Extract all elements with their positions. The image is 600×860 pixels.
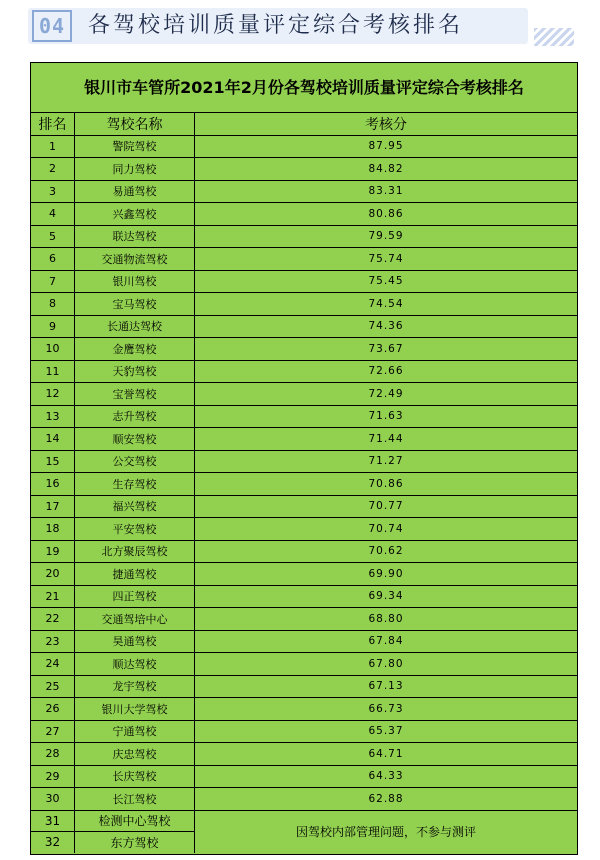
table-row bbox=[31, 743, 577, 766]
rank-cell: 32 bbox=[31, 832, 75, 853]
column-header-rank: 排名 bbox=[31, 113, 75, 135]
school-name-cell: 志升驾校 bbox=[75, 406, 195, 428]
school-name-cell: 顺达驾校 bbox=[75, 653, 195, 675]
table-row bbox=[31, 832, 195, 853]
school-name-cell: 平安驾校 bbox=[75, 518, 195, 540]
school-name-cell: 交通驾培中心 bbox=[75, 608, 195, 630]
table-title: 银川市车管所2021年2月份各驾校培训质量评定综合考核排名 bbox=[31, 63, 577, 113]
table-row bbox=[31, 248, 577, 271]
school-name-cell: 兴鑫驾校 bbox=[75, 203, 195, 225]
table-header-row bbox=[31, 113, 577, 136]
score-cell: 66.73 bbox=[368, 702, 404, 715]
score-cell: 84.82 bbox=[368, 162, 404, 175]
section-title: 各驾校培训质量评定综合考核排名 bbox=[88, 13, 464, 38]
score-cell: 74.36 bbox=[368, 320, 404, 333]
school-name-cell: 宁通驾校 bbox=[75, 721, 195, 743]
school-name-cell: 交通物流驾校 bbox=[75, 248, 195, 270]
table-row bbox=[31, 226, 577, 249]
section-number-badge: 04 bbox=[32, 10, 72, 42]
decorative-stripes bbox=[534, 28, 574, 46]
school-name-cell: 昊通驾校 bbox=[75, 631, 195, 653]
school-name-cell: 天豹驾校 bbox=[75, 361, 195, 383]
school-name-cell: 长通达驾校 bbox=[75, 316, 195, 338]
table-row bbox=[31, 361, 577, 384]
school-name-cell: 四正驾校 bbox=[75, 586, 195, 608]
score-cell: 79.59 bbox=[368, 230, 404, 243]
rank-cell: 28 bbox=[31, 743, 75, 765]
rank-cell: 24 bbox=[31, 653, 75, 675]
rank-cell: 17 bbox=[31, 496, 75, 518]
score-cell: 64.71 bbox=[368, 747, 404, 760]
score-cell: 73.67 bbox=[368, 342, 404, 355]
rank-cell: 6 bbox=[31, 248, 75, 270]
score-cell: 80.86 bbox=[368, 207, 404, 220]
rank-cell: 1 bbox=[31, 136, 75, 158]
table-row bbox=[31, 608, 577, 631]
rank-cell: 21 bbox=[31, 586, 75, 608]
score-cell: 67.84 bbox=[368, 635, 404, 648]
score-cell: 71.63 bbox=[368, 410, 404, 423]
excluded-note: 因驾校内部管理问题，不参与测评 bbox=[295, 825, 476, 839]
table-row bbox=[31, 676, 577, 699]
column-header-name: 驾校名称 bbox=[75, 113, 195, 135]
school-name-cell: 捷通驾校 bbox=[75, 563, 195, 585]
rank-cell: 23 bbox=[31, 631, 75, 653]
rank-cell: 26 bbox=[31, 698, 75, 720]
school-name-cell: 银川大学驾校 bbox=[75, 698, 195, 720]
school-name-cell: 联达驾校 bbox=[75, 226, 195, 248]
score-cell: 70.86 bbox=[368, 477, 404, 490]
school-name-cell: 生存驾校 bbox=[75, 473, 195, 495]
rank-cell: 27 bbox=[31, 721, 75, 743]
rank-cell: 30 bbox=[31, 788, 75, 810]
score-cell: 69.90 bbox=[368, 567, 404, 580]
rank-cell: 20 bbox=[31, 563, 75, 585]
score-cell: 67.13 bbox=[368, 680, 404, 693]
table-row bbox=[31, 496, 577, 519]
school-name-cell: 银川驾校 bbox=[75, 271, 195, 293]
score-cell: 75.74 bbox=[368, 252, 404, 265]
rank-cell: 10 bbox=[31, 338, 75, 360]
table-row bbox=[31, 586, 577, 609]
table-row bbox=[31, 766, 577, 789]
rank-cell: 18 bbox=[31, 518, 75, 540]
school-name-cell: 庆忠驾校 bbox=[75, 743, 195, 765]
table-row bbox=[31, 698, 577, 721]
school-name-cell: 易通驾校 bbox=[75, 181, 195, 203]
school-name-cell: 同力驾校 bbox=[75, 158, 195, 180]
score-cell: 64.33 bbox=[368, 770, 404, 783]
table-row bbox=[31, 338, 577, 361]
score-cell: 67.80 bbox=[368, 657, 404, 670]
rank-cell: 19 bbox=[31, 541, 75, 563]
rank-cell: 22 bbox=[31, 608, 75, 630]
rank-cell: 31 bbox=[31, 811, 75, 831]
rank-cell: 16 bbox=[31, 473, 75, 495]
school-name-cell: 福兴驾校 bbox=[75, 496, 195, 518]
score-cell: 72.66 bbox=[368, 365, 404, 378]
rank-cell: 5 bbox=[31, 226, 75, 248]
table-row bbox=[31, 136, 577, 159]
excluded-section bbox=[31, 811, 577, 853]
school-name-cell: 长庆驾校 bbox=[75, 766, 195, 788]
table-row bbox=[31, 181, 577, 204]
table-row bbox=[31, 541, 577, 564]
table-row bbox=[31, 721, 577, 744]
excluded-rows bbox=[31, 811, 195, 853]
score-cell: 71.27 bbox=[368, 455, 404, 468]
school-name-cell: 公交驾校 bbox=[75, 451, 195, 473]
table-row bbox=[31, 383, 577, 406]
score-cell: 72.49 bbox=[368, 387, 404, 400]
score-cell: 83.31 bbox=[368, 185, 404, 198]
table-row bbox=[31, 158, 577, 181]
table-row bbox=[31, 811, 195, 832]
score-cell: 65.37 bbox=[368, 725, 404, 738]
rank-cell: 11 bbox=[31, 361, 75, 383]
table-row bbox=[31, 451, 577, 474]
table-row bbox=[31, 406, 577, 429]
score-cell: 74.54 bbox=[368, 297, 404, 310]
score-cell: 75.45 bbox=[368, 275, 404, 288]
school-name-cell: 检测中心驾校 bbox=[75, 811, 195, 831]
table-row bbox=[31, 203, 577, 226]
score-cell: 70.62 bbox=[368, 545, 404, 558]
school-name-cell: 顺安驾校 bbox=[75, 428, 195, 450]
score-cell: 70.77 bbox=[368, 500, 404, 513]
rank-cell: 29 bbox=[31, 766, 75, 788]
school-name-cell: 金鹰驾校 bbox=[75, 338, 195, 360]
rank-cell: 25 bbox=[31, 676, 75, 698]
school-name-cell: 宝誉驾校 bbox=[75, 383, 195, 405]
rank-cell: 4 bbox=[31, 203, 75, 225]
table-row bbox=[31, 316, 577, 339]
rank-cell: 12 bbox=[31, 383, 75, 405]
table-row bbox=[31, 428, 577, 451]
ranking-table bbox=[30, 62, 578, 855]
table-body bbox=[31, 136, 577, 811]
score-cell: 69.34 bbox=[368, 590, 404, 603]
score-cell: 70.74 bbox=[368, 522, 404, 535]
rank-cell: 13 bbox=[31, 406, 75, 428]
school-name-cell: 宝马驾校 bbox=[75, 293, 195, 315]
table-row bbox=[31, 518, 577, 541]
score-cell: 62.88 bbox=[368, 792, 404, 805]
section-header bbox=[0, 0, 600, 56]
school-name-cell: 龙宇驾校 bbox=[75, 676, 195, 698]
table-row bbox=[31, 293, 577, 316]
table-row bbox=[31, 473, 577, 496]
rank-cell: 9 bbox=[31, 316, 75, 338]
rank-cell: 14 bbox=[31, 428, 75, 450]
rank-cell: 8 bbox=[31, 293, 75, 315]
table-row bbox=[31, 271, 577, 294]
rank-cell: 15 bbox=[31, 451, 75, 473]
score-cell: 87.95 bbox=[368, 140, 404, 153]
table-row bbox=[31, 788, 577, 811]
school-name-cell: 警院驾校 bbox=[75, 136, 195, 158]
table-row bbox=[31, 563, 577, 586]
rank-cell: 7 bbox=[31, 271, 75, 293]
rank-cell: 2 bbox=[31, 158, 75, 180]
column-header-score: 考核分 bbox=[365, 116, 407, 133]
table-row bbox=[31, 653, 577, 676]
school-name-cell: 北方聚辰驾校 bbox=[75, 541, 195, 563]
table-row bbox=[31, 631, 577, 654]
score-cell: 68.80 bbox=[368, 612, 404, 625]
score-cell: 71.44 bbox=[368, 432, 404, 445]
school-name-cell: 东方驾校 bbox=[75, 832, 195, 853]
rank-cell: 3 bbox=[31, 181, 75, 203]
school-name-cell: 长江驾校 bbox=[75, 788, 195, 810]
